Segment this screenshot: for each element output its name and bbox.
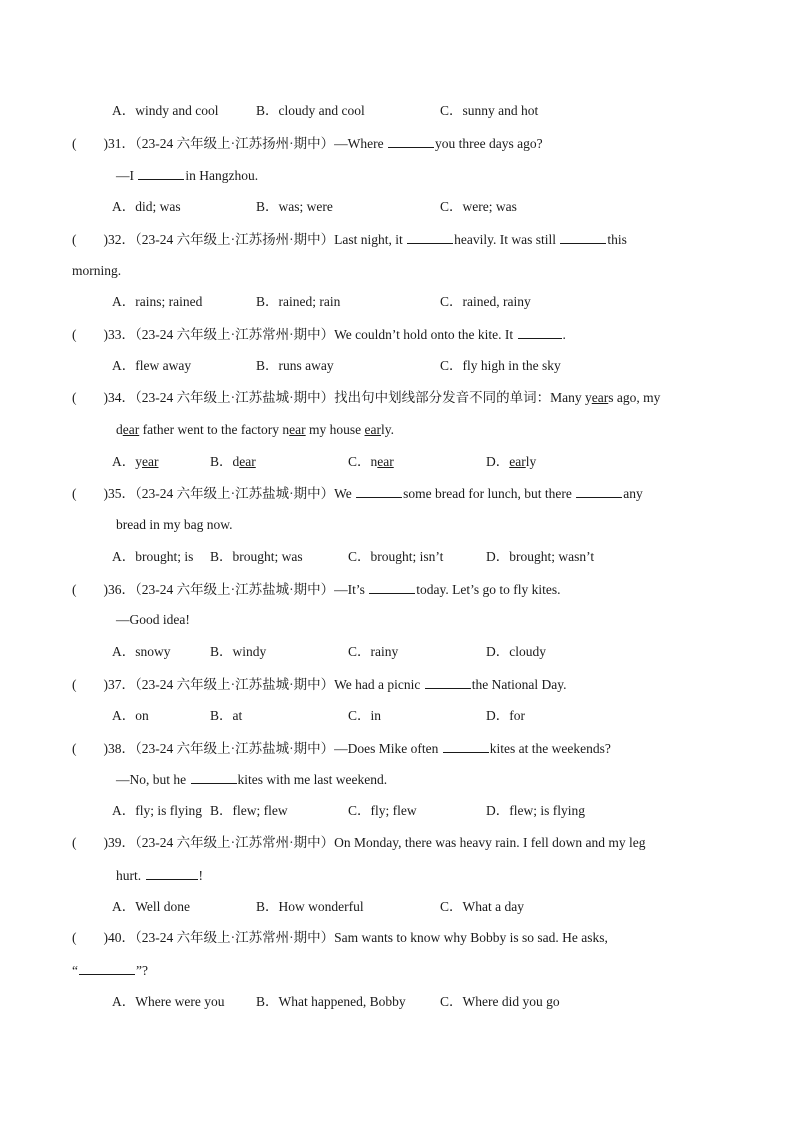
option-c: C．Where did you go	[440, 994, 560, 1009]
question-text: —No, but he	[116, 772, 190, 787]
question-text: —Where	[334, 136, 387, 151]
question-text: d	[116, 422, 123, 437]
question-35	[72, 484, 643, 503]
answer-blank	[443, 739, 489, 753]
question-text: some bread for lunch, but there	[403, 486, 576, 501]
question-text: —I	[116, 168, 138, 183]
question-number: 34．	[108, 390, 135, 405]
answer-parentheses: ( )	[72, 390, 108, 405]
option-c: C．were; was	[440, 199, 517, 214]
question-40-line-2	[72, 961, 148, 980]
question-32-line-2: morning.	[72, 263, 122, 278]
option-a: A．rains; rained	[112, 294, 203, 309]
question-text: you three days ago?	[434, 136, 543, 151]
question-text: heavily. It was still	[454, 232, 560, 247]
option-c: C．near	[348, 454, 394, 469]
question-38-line-2	[116, 770, 387, 789]
answer-blank	[388, 134, 434, 148]
question-text: kites with me last weekend.	[237, 772, 388, 787]
option-b: B．runs away	[256, 358, 334, 373]
question-text: this	[607, 232, 627, 247]
question-text: !	[198, 868, 203, 883]
option-a: A．on	[112, 708, 149, 723]
answer-blank	[518, 325, 562, 339]
question-source: （23-24 六年级上·江苏常州·期中）	[135, 835, 335, 850]
option-b: B．at	[210, 708, 243, 723]
question-text: hurt.	[116, 868, 145, 883]
question-text: We	[334, 486, 356, 501]
question-32	[72, 230, 627, 249]
option-b: B．was; were	[256, 199, 333, 214]
question-source: （23-24 六年级上·江苏盐城·期中）	[135, 741, 335, 756]
option-a: A．snowy	[112, 644, 171, 659]
question-source: （23-24 六年级上·江苏常州·期中）	[135, 327, 335, 342]
question-number: 32．	[108, 232, 135, 247]
question-33	[72, 325, 566, 344]
question-text: Sam wants to know why Bobby is so sad. He asks,	[334, 930, 608, 945]
question-text: the National Day.	[471, 677, 567, 692]
answer-blank	[356, 484, 402, 498]
question-text: kites at the weekends?	[489, 741, 611, 756]
answer-parentheses: ( )	[72, 327, 108, 342]
question-text: We couldn’t hold onto the kite. It	[334, 327, 517, 342]
underlined-letters: ear	[289, 422, 306, 437]
question-text: —Does Mike often	[334, 741, 442, 756]
option-d: D．early	[486, 454, 537, 469]
question-text: ”?	[136, 963, 148, 978]
question-39	[72, 834, 646, 852]
option-a: A．brought; is	[112, 549, 194, 564]
question-text: “	[72, 963, 78, 978]
question-number: 39．	[108, 835, 135, 850]
question-34-line-2	[116, 421, 394, 439]
answer-blank	[576, 484, 622, 498]
option-a: A．Well done	[112, 899, 191, 914]
question-40	[72, 929, 608, 947]
underlined-letters: ear	[364, 422, 382, 437]
question-35-line-2: bread in my bag now.	[116, 517, 233, 532]
option-c: C．brought; isn’t	[348, 549, 444, 564]
question-text: On Monday, there was heavy rain. I fell down and my leg	[334, 835, 646, 850]
question-text: s ago, my	[608, 390, 661, 405]
question-37	[72, 675, 566, 694]
option-c: C．What a day	[440, 899, 524, 914]
option-a: A．did; was	[112, 199, 181, 214]
question-text: in Hangzhou.	[185, 168, 259, 183]
option-d: D．cloudy	[486, 644, 546, 659]
question-number: 33．	[108, 327, 135, 342]
question-36	[72, 580, 561, 599]
answer-parentheses: ( )	[72, 835, 108, 850]
option-a: A．windy and cool	[112, 103, 219, 118]
question-number: 38．	[108, 741, 135, 756]
question-text: —It’s	[334, 582, 369, 597]
answer-parentheses: ( )	[72, 232, 108, 247]
answer-blank	[407, 230, 453, 244]
option-a: A．flew away	[112, 358, 192, 373]
answer-blank	[369, 580, 415, 594]
option-b: B．flew; flew	[210, 803, 288, 818]
option-a: A．fly; is flying	[112, 803, 202, 818]
answer-parentheses: ( )	[72, 677, 108, 692]
question-source: （23-24 六年级上·江苏盐城·期中）	[135, 390, 335, 405]
question-text: my house	[305, 422, 365, 437]
question-text: .	[562, 327, 566, 342]
option-c: C．rained, rainy	[440, 294, 531, 309]
answer-blank	[191, 770, 237, 784]
question-text: father went to the factory n	[139, 422, 290, 437]
question-text: We had a picnic	[334, 677, 424, 692]
answer-parentheses: ( )	[72, 930, 108, 945]
answer-blank	[79, 961, 135, 975]
question-31-line-2	[116, 166, 258, 185]
answer-blank	[560, 230, 606, 244]
option-b: B．dear	[210, 454, 256, 469]
answer-parentheses: ( )	[72, 486, 108, 501]
option-c: C．fly high in the sky	[440, 358, 561, 373]
question-39-line-2	[116, 866, 203, 885]
question-text: any	[623, 486, 643, 501]
question-number: 37．	[108, 677, 135, 692]
option-c: C．rainy	[348, 644, 399, 659]
option-d: D．for	[486, 708, 525, 723]
underlined-letters: ear	[122, 422, 140, 437]
question-source: （23-24 六年级上·江苏盐城·期中）	[135, 677, 335, 692]
question-number: 31．	[108, 136, 135, 151]
question-number: 40．	[108, 930, 135, 945]
option-c: C．fly; flew	[348, 803, 417, 818]
option-b: B．How wonderful	[256, 899, 364, 914]
question-36-line-2: —Good idea!	[116, 612, 190, 627]
option-c: C．sunny and hot	[440, 103, 539, 118]
option-d: D．brought; wasn’t	[486, 549, 595, 564]
question-source: （23-24 六年级上·江苏盐城·期中）	[135, 582, 335, 597]
question-text: ly.	[381, 422, 395, 437]
option-b: B．rained; rain	[256, 294, 341, 309]
question-text: Last night, it	[334, 232, 407, 247]
question-34	[72, 389, 660, 407]
underlined-letters: ear	[591, 390, 609, 405]
question-number: 36．	[108, 582, 135, 597]
question-number: 35．	[108, 486, 135, 501]
answer-parentheses: ( )	[72, 582, 108, 597]
answer-parentheses: ( )	[72, 741, 108, 756]
option-b: B．brought; was	[210, 549, 303, 564]
question-text: 找出句中划线部分发音不同的单词：Many y	[334, 390, 592, 405]
option-c: C．in	[348, 708, 382, 723]
answer-blank	[425, 675, 471, 689]
option-b: B．What happened, Bobby	[256, 994, 406, 1009]
option-d: D．flew; is flying	[486, 803, 585, 818]
question-31	[72, 134, 543, 153]
answer-blank	[138, 166, 184, 180]
question-text: today. Let’s go to fly kites.	[416, 582, 561, 597]
option-b: B．windy	[210, 644, 267, 659]
question-source: （23-24 六年级上·江苏常州·期中）	[135, 930, 335, 945]
option-a: A．Where were you	[112, 994, 225, 1009]
question-source: （23-24 六年级上·江苏盐城·期中）	[135, 486, 335, 501]
question-source: （23-24 六年级上·江苏扬州·期中）	[135, 232, 335, 247]
answer-parentheses: ( )	[72, 136, 108, 151]
option-a: A．year	[112, 454, 159, 469]
question-38	[72, 739, 611, 758]
answer-blank	[146, 866, 198, 880]
option-b: B．cloudy and cool	[256, 103, 365, 118]
question-source: （23-24 六年级上·江苏扬州·期中）	[135, 136, 335, 151]
